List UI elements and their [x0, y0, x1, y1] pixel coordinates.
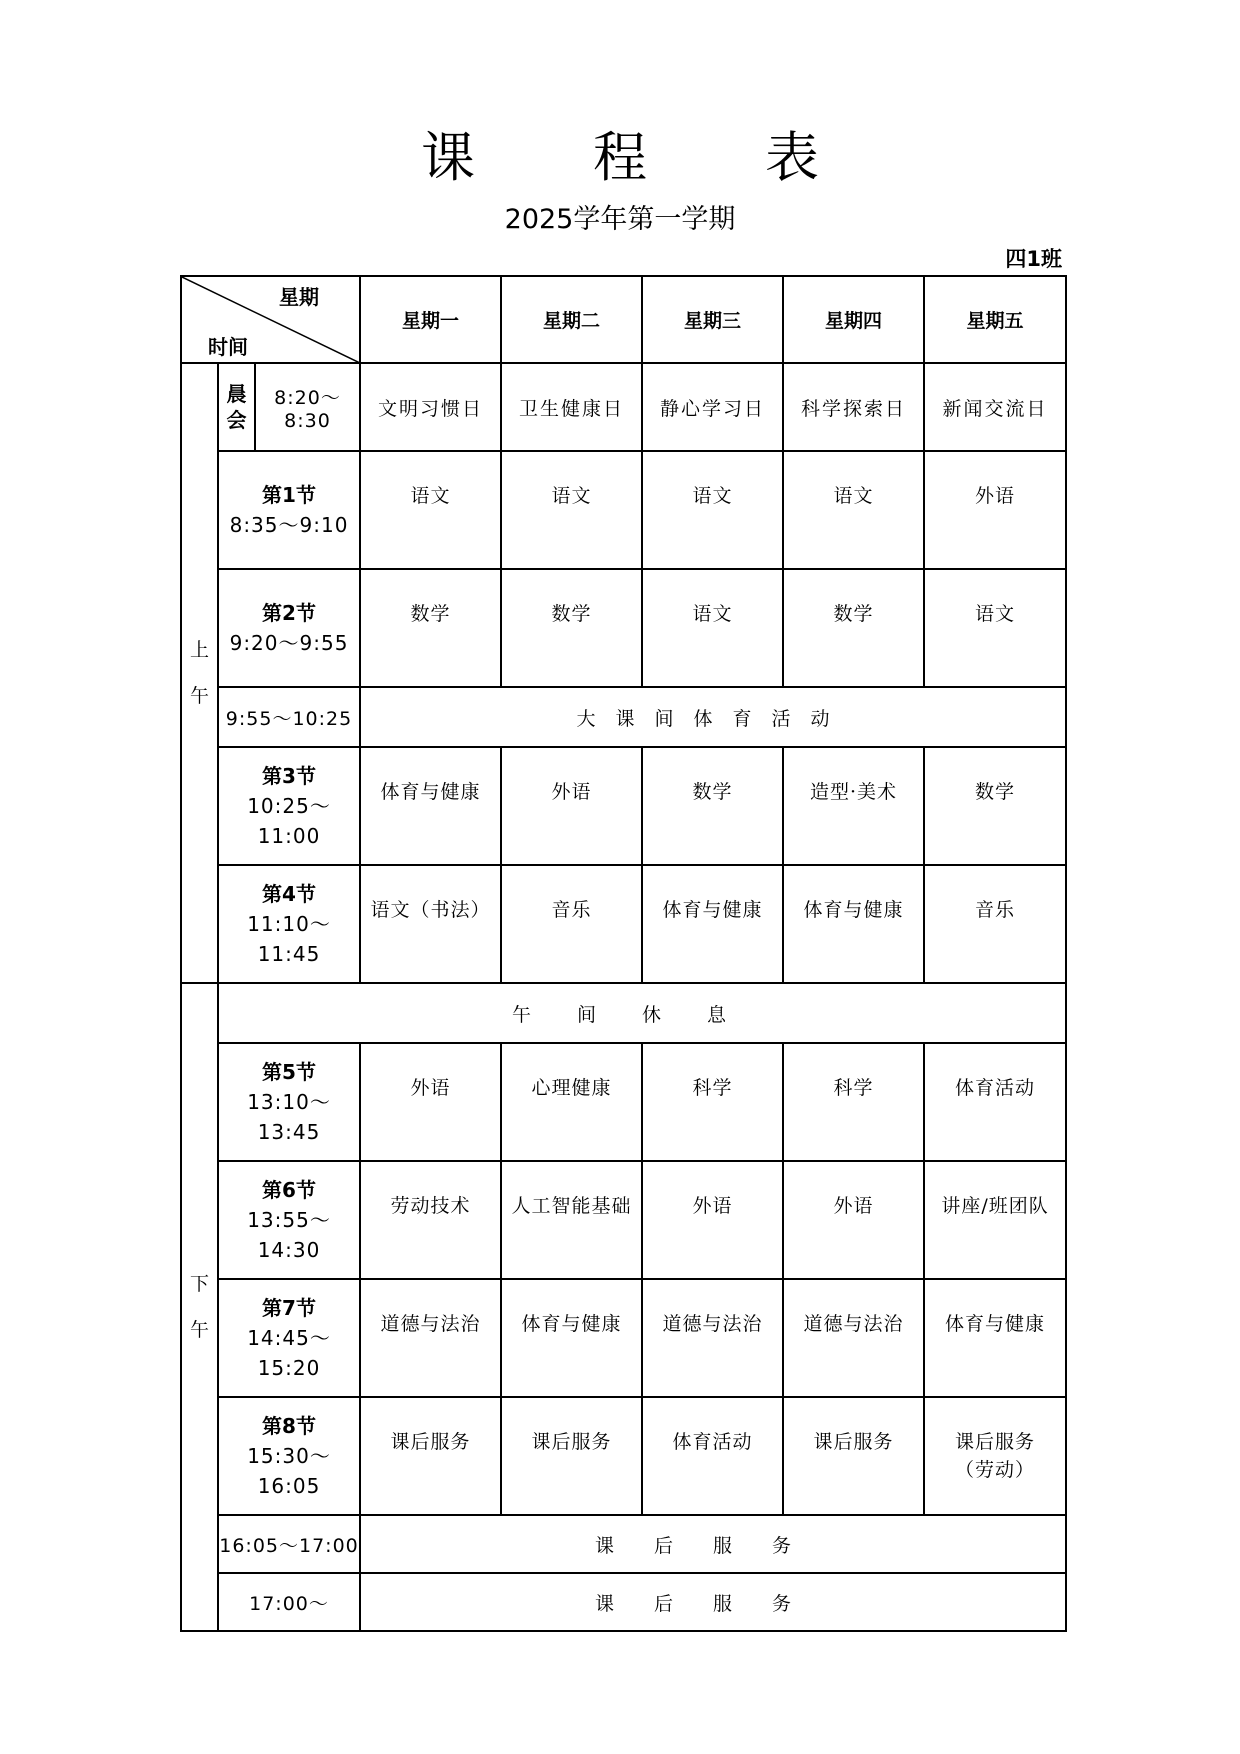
page-subtitle: 2025学年第一学期 — [504, 204, 736, 235]
period-row — [181, 569, 1066, 687]
course-text: 课后服务 — [955, 1431, 1036, 1453]
course-cell: 课后服务 — [360, 1397, 501, 1515]
period-time: 14:45～15:20 — [247, 1326, 331, 1380]
period-time: 11:10～11:45 — [247, 912, 331, 966]
period-row — [181, 1043, 1066, 1161]
course-note: （劳动） — [955, 1459, 1036, 1481]
class-name: 四1班 — [1005, 247, 1062, 271]
morning-meeting-row — [181, 363, 1066, 451]
course-cell: 体育与健康 — [783, 865, 924, 983]
course-cell: 语文 — [360, 451, 501, 569]
period-time: 15:30～16:05 — [247, 1444, 331, 1498]
course-cell: 体育与健康 — [642, 865, 783, 983]
course-cell: 造型·美术 — [783, 747, 924, 865]
course-cell: 体育活动 — [642, 1397, 783, 1515]
header-row — [181, 276, 1066, 363]
course-cell: 数学 — [924, 747, 1066, 865]
course-cell: 语文 — [642, 569, 783, 687]
period-cell — [218, 1043, 360, 1161]
course-cell: 音乐 — [501, 865, 642, 983]
corner-label-week: 星期 — [279, 285, 320, 309]
meeting-theme: 文明习惯日 — [360, 363, 501, 451]
course-cell: 道德与法治 — [642, 1279, 783, 1397]
day-header: 星期三 — [642, 276, 783, 363]
course-cell: 外语 — [924, 451, 1066, 569]
day-header: 星期五 — [924, 276, 1066, 363]
course-cell: 语文（书法） — [360, 865, 501, 983]
morning-label-char: 午 — [189, 685, 209, 707]
course-cell: 语文 — [642, 451, 783, 569]
course-cell: 外语 — [642, 1161, 783, 1279]
course-cell: 数学 — [642, 747, 783, 865]
period-name: 第1节 — [262, 483, 316, 507]
meeting-label-top: 晨 — [226, 382, 247, 406]
course-cell: 科学 — [783, 1043, 924, 1161]
period-row — [181, 747, 1066, 865]
course-cell: 课后服务 — [783, 1397, 924, 1515]
period-row — [181, 1161, 1066, 1279]
course-cell: 课后服务 — [501, 1397, 642, 1515]
course-cell: 语文 — [783, 451, 924, 569]
day-header: 星期一 — [360, 276, 501, 363]
afternoon-label-cell — [181, 983, 218, 1631]
period-name: 第3节 — [262, 764, 316, 788]
course-cell: 体育活动 — [924, 1043, 1066, 1161]
meeting-theme: 卫生健康日 — [501, 363, 642, 451]
course-cell: 外语 — [783, 1161, 924, 1279]
afternoon-label-char: 下 — [189, 1273, 209, 1295]
period-cell — [218, 1161, 360, 1279]
course-cell: 讲座/班团队 — [924, 1161, 1066, 1279]
period-time: 10:25～11:00 — [247, 794, 331, 848]
break-activity: 大课间体育活动 — [360, 687, 1066, 747]
corner-label-time: 时间 — [208, 335, 248, 359]
period-name: 第6节 — [262, 1178, 316, 1202]
course-cell: 劳动技术 — [360, 1161, 501, 1279]
course-cell: 心理健康 — [501, 1043, 642, 1161]
period-row — [181, 865, 1066, 983]
lunch-rest: 午间休息 — [218, 983, 1066, 1043]
service-text: 课后服务 — [360, 1515, 1066, 1573]
course-cell: 外语 — [360, 1043, 501, 1161]
course-cell: 语文 — [924, 569, 1066, 687]
period-row — [181, 451, 1066, 569]
course-cell: 数学 — [360, 569, 501, 687]
afternoon-label-char: 午 — [189, 1319, 209, 1341]
page-title: 课程表 — [421, 126, 937, 189]
period-time: 13:55～14:30 — [247, 1208, 331, 1262]
meeting-theme: 静心学习日 — [642, 363, 783, 451]
course-cell: 体育与健康 — [360, 747, 501, 865]
period-name: 第7节 — [262, 1296, 316, 1320]
lunch-rest-row — [181, 983, 1066, 1043]
period-time: 8:35～9:10 — [229, 513, 349, 537]
period-time: 9:20～9:55 — [229, 631, 349, 655]
day-header: 星期二 — [501, 276, 642, 363]
period-name: 第5节 — [262, 1060, 316, 1084]
break-time: 9:55～10:25 — [218, 687, 360, 747]
course-cell: 数学 — [501, 569, 642, 687]
period-name: 第8节 — [262, 1414, 316, 1438]
course-cell: 语文 — [501, 451, 642, 569]
course-cell: 体育与健康 — [501, 1279, 642, 1397]
meeting-time: 8:20～8:30 — [255, 363, 360, 451]
course-cell: 科学 — [642, 1043, 783, 1161]
day-header: 星期四 — [783, 276, 924, 363]
period-name: 第4节 — [262, 882, 316, 906]
course-cell: 体育与健康 — [924, 1279, 1066, 1397]
course-cell: 人工智能基础 — [501, 1161, 642, 1279]
period-name: 第2节 — [262, 601, 316, 625]
course-cell: 道德与法治 — [360, 1279, 501, 1397]
meeting-theme: 科学探索日 — [783, 363, 924, 451]
meeting-label-bottom: 会 — [226, 408, 247, 432]
morning-label-cell — [181, 363, 218, 983]
course-cell — [924, 1397, 1066, 1515]
schedule-table — [180, 275, 1067, 1632]
service-row — [181, 1515, 1066, 1573]
course-cell: 道德与法治 — [783, 1279, 924, 1397]
period-row — [181, 1279, 1066, 1397]
course-cell: 数学 — [783, 569, 924, 687]
service-row — [181, 1573, 1066, 1631]
period-cell — [218, 1397, 360, 1515]
period-cell — [218, 451, 360, 569]
service-text: 课后服务 — [360, 1573, 1066, 1631]
morning-label-char: 上 — [189, 639, 209, 661]
period-cell — [218, 569, 360, 687]
period-cell — [218, 1279, 360, 1397]
service-time: 17:00～ — [218, 1573, 360, 1631]
course-cell: 音乐 — [924, 865, 1066, 983]
period-time: 13:10～13:45 — [247, 1090, 331, 1144]
service-time: 16:05～17:00 — [218, 1515, 360, 1573]
meeting-label-cell — [218, 363, 255, 451]
break-row — [181, 687, 1066, 747]
period-cell — [218, 747, 360, 865]
corner-header-cell — [181, 276, 360, 363]
period-row — [181, 1397, 1066, 1515]
period-cell — [218, 865, 360, 983]
course-cell: 外语 — [501, 747, 642, 865]
meeting-theme: 新闻交流日 — [924, 363, 1066, 451]
